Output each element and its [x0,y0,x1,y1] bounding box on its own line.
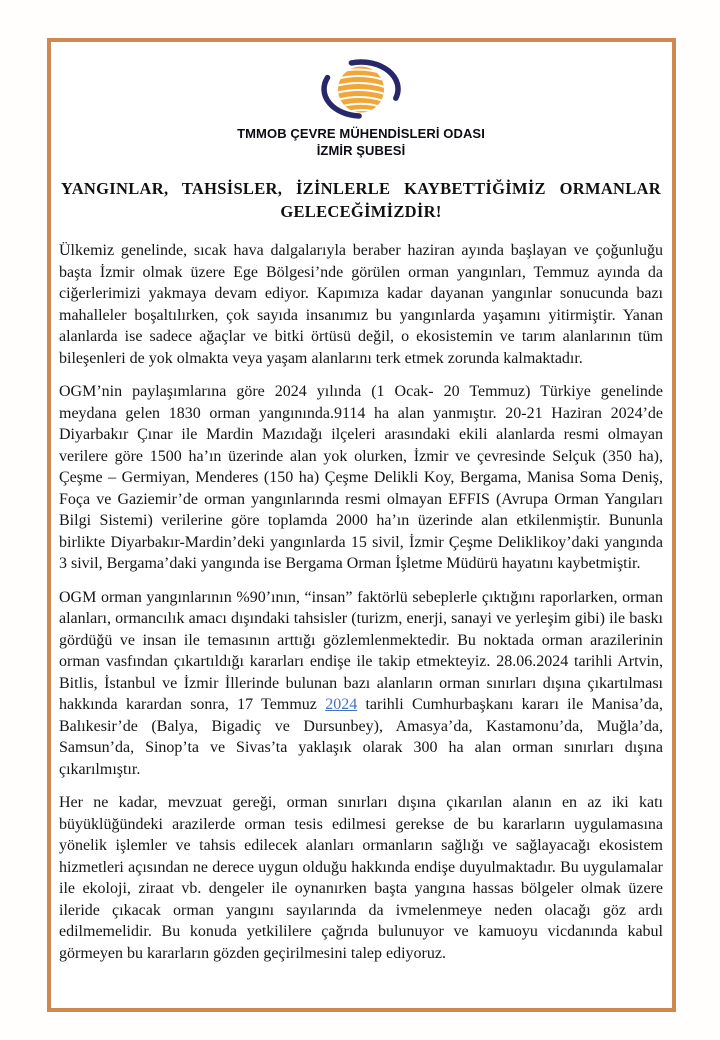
paragraph-4: Her ne kadar, mevzuat gereği, orman sınırları dışına çıkarılan alanın en az iki katı büyüklüğündeki arazilerde orman tesis edilmesi gerekse de bu kararların uygulamasına yönelik işlemler ve tahsis edilecek alanları ormanların sağlığı ve sağlayacağı ekosistem hizmetleri açısından ne derece uygun olduğu hakkında endişe duyulmaktadır. Bu uygulamalar ile ekoloji, ziraat vb. dengeler ile oynanırken başta yangına hassas bölgeler olmak üzere ileride çıkacak orman yangını sayılarında da ivmelenmeye neden olacağı göz ardı edilmemelidir. Bu konuda yetkililere çağrıda bulunuyor ve kamuoyu vicdanında kabul görmeyen bu kararların gözden geçirilmesini talep ediyoruz. [59,794,663,962]
year-2024-link[interactable]: 2024 [325,696,358,713]
paragraph-3-text-before-link: OGM orman yangınlarının %90’ının, “insan” faktörlü sebeplerle çıktığını raporlarken, orman alanları, ormancılık amacı dışındaki tahsisler (turizm, enerji, sanayi ve yerleşim gibi) ile baskı gördüğü ve insan ile temasının arttığı gözlemlenmektedir. Bu noktada orman arazilerinin orman vasfından çıkartıldığı kararları endişe ile takip etmekteyiz. 28.06.2024 tarihli Artvin, Bitlis, İstanbul ve İzmir İllerinde bulunan bazı alanların orman sınırları dışına çıkartılması hakkında karardan sonra, 17 Temmuz [59,588,663,713]
org-name-line1: TMMOB ÇEVRE MÜHENDİSLERİ ODASI [237,126,485,141]
paragraph-3 [59,587,663,781]
page-border-frame [47,38,676,1012]
document-title: YANGINLAR, TAHSİSLER, İZİNLERLE KAYBETTİĞİMİZ ORMANLAR GELECEĞİMİZDİR! [61,179,661,221]
paragraph-2: OGM’nin paylaşımlarına göre 2024 yılında (1 Ocak- 20 Temmuz) Türkiye genelinde meydana gelen 1830 orman yangınında.9114 ha alan yanmıştır. 20-21 Haziran 2024’de Diyarbakır Çınar ile Mardin Mazıdağı ilçeleri arasındaki ekili alanlarda resmi olmayan verilere göre 1500 ha’ın üzerinde alan yok olurken, İzmir ve çevresinde Selçuk (350 ha), Çeşme – Germiyan, Menderes (150 ha) Çeşme Delikli Koy, Bergama, Manisa Soma Deniş, Foça ve Gaziemir’de orman yangınlarında resmi olmayan EFFIS (Avrupa Orman Yangıları Bilgi Sistemi) verilerine göre toplamda 2000 ha’ın üzerinde alan etkilenmiştir. Bununla birlikte Diyarbakır-Mardin’deki yangınlarda 15 sivil, İzmir Çeşme Deliklikoy’daki yangında 3 sivil, Bergama’daki yangında ise Bergama Orman İşletme Müdürü hayatını kaybetmiştir. [59,383,663,572]
paragraph-1: Ülkemiz genelinde, sıcak hava dalgalarıyla beraber haziran ayında başlayan ve çoğunluğu başta İzmir olmak üzere Ege Bölgesi’nde görülen orman yangınları, Temmuz ayında da ciğerlerimizi yakmaya devam ediyor. Kapımıza kadar dayanan yangınlar sonucunda bazı mahalleler boşaltılırken, çok sayıda insanımız bu yangınlarda yaşamını yitirmiştir. Yanan alanlarda ise sadece ağaçlar ve bitki örtüsü değil, o ekosistemin ve tarım alanlarının tüm bileşenleri de yok olmakta veya yaşam alanlarını terk etmek zorunda kalmaktadır. [59,242,663,367]
org-name [59,126,663,159]
organization-logo [59,58,663,125]
globe-orbit-icon [319,58,403,120]
org-name-line2: İZMİR ŞUBESİ [316,142,406,158]
paragraph-3-text-after-link: tarihli Cumhurbaşkanı kararı ile Manisa’da, Balıkesir’de (Balya, Bigadiç ve Dursunbey), Amasya’da, Kastamonu’da, Muğla’da, Samsun’da, Sinop’ta ve Sivas’ta yaklaşık olarak 300 ha alan orman sınırları dışına çıkarılmıştır. [59,696,664,778]
